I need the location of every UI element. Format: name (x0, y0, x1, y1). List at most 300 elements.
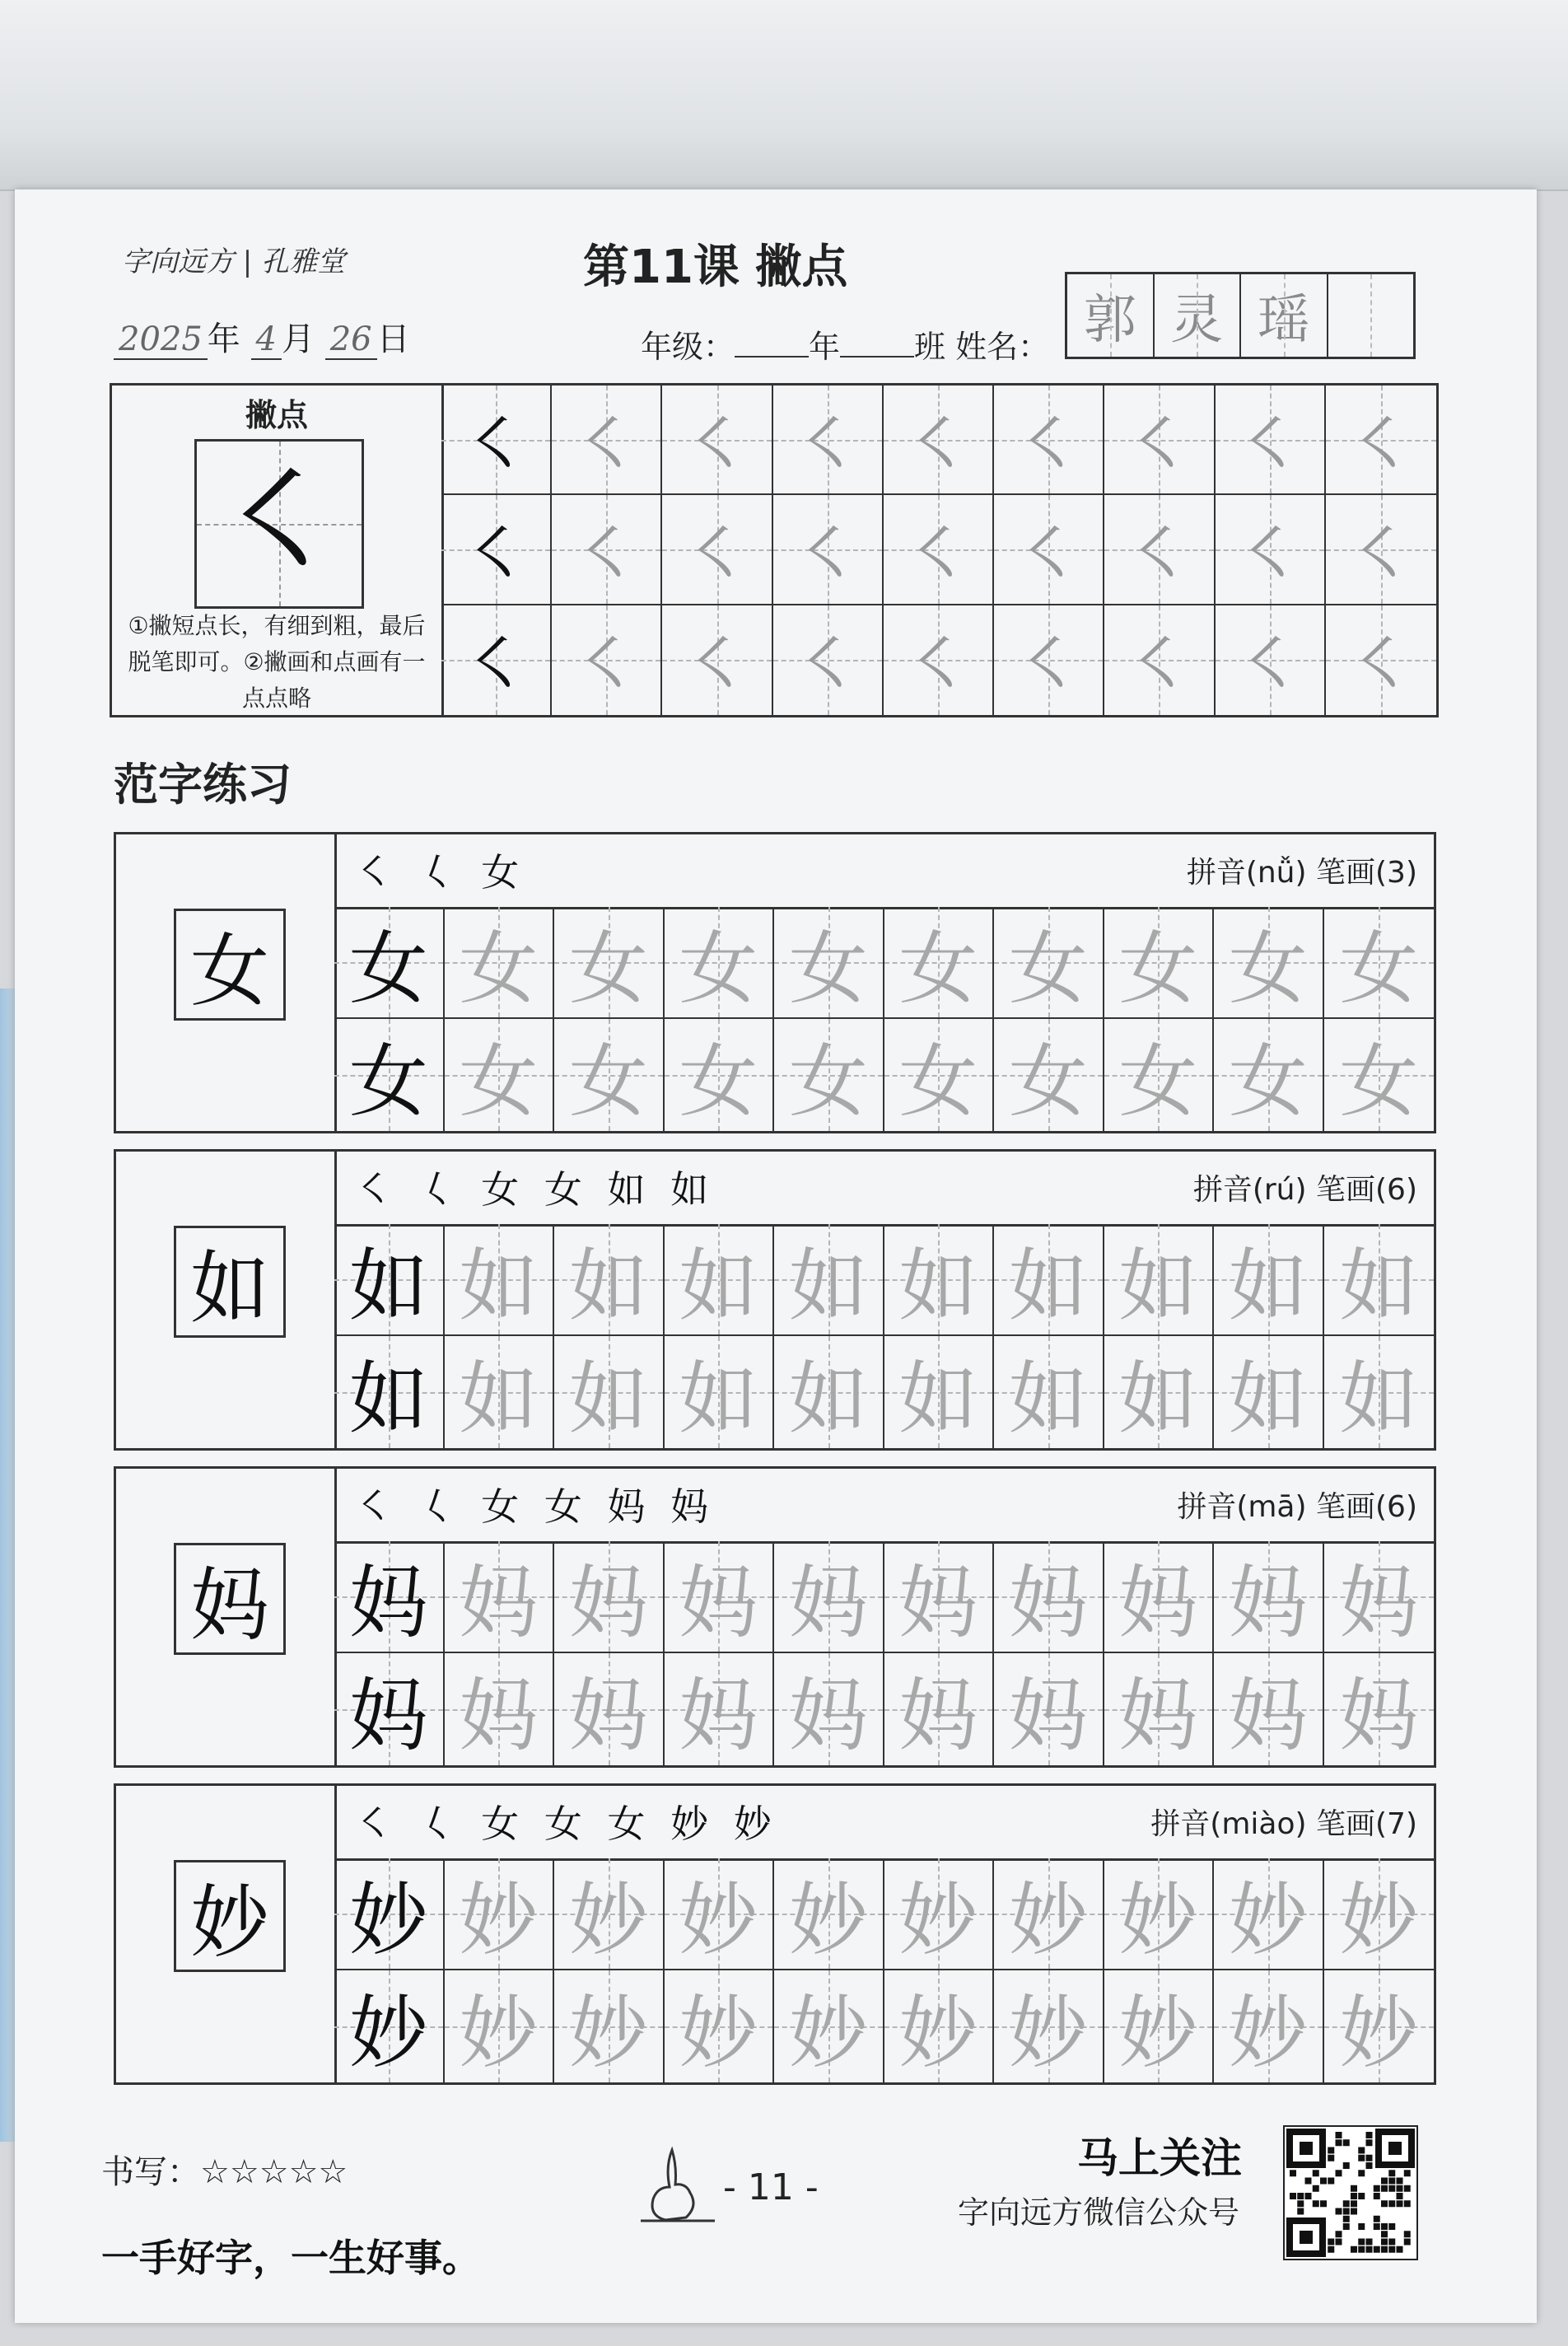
qr-module (1397, 2193, 1403, 2199)
qr-module (1366, 2162, 1373, 2169)
tracing-glyph: 女 (1228, 1035, 1308, 1128)
qr-module (1336, 2208, 1342, 2215)
stroke-practice-cell[interactable] (1104, 605, 1215, 715)
tracing-glyph: 女 (679, 1035, 758, 1128)
name-char: 郭 (1067, 274, 1155, 357)
grade-class-row (641, 321, 1049, 367)
tracing-grid (334, 1224, 1434, 1448)
date-month[interactable]: 4 (251, 320, 282, 360)
stroke-practice-cell[interactable] (552, 495, 662, 605)
tracing-glyph: 如 (459, 1352, 539, 1445)
tracing-cell[interactable] (554, 1019, 665, 1131)
qr-module (1336, 2239, 1342, 2246)
tracing-glyph: 如 (568, 1239, 648, 1332)
model-character: 如 (174, 1226, 286, 1338)
tracing-cell[interactable] (774, 1541, 884, 1653)
stroke-practice-cell[interactable] (662, 495, 772, 605)
tracing-cell[interactable] (665, 1858, 775, 1970)
qr-module (1397, 2185, 1403, 2192)
tracing-cell[interactable] (1324, 1653, 1435, 1765)
follow-heading: 马上关注 (1077, 2134, 1242, 2182)
tracing-cell[interactable] (994, 1541, 1104, 1653)
date-day[interactable]: 26 (325, 320, 377, 360)
qr-module (1381, 2231, 1388, 2237)
tracing-cell[interactable] (554, 1224, 665, 1336)
stroke-practice-cell[interactable] (552, 605, 662, 715)
tracing-cell[interactable] (665, 1653, 775, 1765)
qr-module (1343, 2216, 1350, 2222)
stroke-trace-glyph: ㇛ (1016, 629, 1081, 703)
stroke-practice-cell[interactable] (1216, 386, 1326, 495)
qr-module (1397, 2246, 1403, 2253)
date-row (114, 313, 410, 360)
tracing-cell[interactable] (1324, 1336, 1435, 1448)
tracing-cell[interactable] (554, 1653, 665, 1765)
qr-module (1328, 2239, 1334, 2246)
qr-module (1305, 2193, 1312, 2199)
tracing-cell[interactable] (445, 907, 555, 1019)
qr-module (1381, 2178, 1388, 2185)
tracing-cell[interactable] (665, 907, 775, 1019)
qr-module (1320, 2200, 1327, 2207)
tracing-cell[interactable] (1324, 1858, 1435, 1970)
tracing-glyph: 妈 (1008, 1669, 1088, 1762)
tracing-cell[interactable] (334, 1336, 445, 1448)
tracing-glyph: 妈 (1118, 1556, 1198, 1649)
tracing-glyph: 如 (898, 1352, 978, 1445)
tracing-cell[interactable] (1104, 1224, 1215, 1336)
tracing-cell[interactable] (554, 1541, 665, 1653)
stroke-count-label: 笔画(6) (1316, 1490, 1417, 1524)
qr-module (1358, 2246, 1365, 2253)
tracing-cell[interactable] (1324, 1541, 1435, 1653)
stroke-practice-cell[interactable] (1326, 386, 1436, 495)
qr-module (1297, 2200, 1304, 2207)
qr-module (1313, 2170, 1319, 2176)
tracing-glyph: 如 (1339, 1352, 1419, 1445)
tracing-glyph: 妈 (679, 1556, 758, 1649)
tracing-cell[interactable] (1324, 1224, 1435, 1336)
tracing-cell[interactable] (884, 1970, 995, 2082)
qr-module (1366, 2246, 1373, 2253)
stroke-count-label: 笔画(6) (1316, 1173, 1417, 1207)
stroke-order: ㇛ 𡿨 女 女 如 如 (355, 1167, 716, 1212)
tracing-glyph: 妙 (898, 1873, 978, 1966)
tracing-cell[interactable] (1104, 1653, 1215, 1765)
qr-module (1388, 2239, 1395, 2246)
tracing-cell[interactable] (994, 1019, 1104, 1131)
tracing-glyph: 妙 (679, 1873, 758, 1966)
qr-module (1297, 2208, 1304, 2215)
tracing-glyph: 妙 (348, 1873, 428, 1966)
qr-module (1374, 2223, 1380, 2230)
qr-module (1290, 2193, 1296, 2199)
tracing-glyph: 女 (788, 1035, 868, 1128)
tracing-cell[interactable] (1324, 1970, 1435, 2082)
tracing-glyph: 如 (788, 1239, 868, 1332)
stroke-trace-glyph: ㇛ (574, 517, 639, 592)
char-info (1193, 1166, 1417, 1208)
tracing-cell[interactable] (554, 1336, 665, 1448)
section-title: 范字练习 (114, 759, 292, 811)
model-character: 女 (174, 909, 286, 1021)
tracing-glyph: 女 (348, 922, 428, 1015)
tracing-glyph: 女 (1008, 1035, 1088, 1128)
tracing-grid (334, 1541, 1434, 1765)
qr-module (1305, 2178, 1312, 2185)
tracing-cell[interactable] (994, 1653, 1104, 1765)
stroke-trace-glyph: ㇛ (684, 517, 749, 592)
qr-module (1351, 2185, 1357, 2192)
tracing-glyph: 如 (788, 1352, 868, 1445)
stroke-trace-glyph: ㇛ (795, 408, 860, 483)
stroke-practice-box (110, 383, 1439, 717)
qr-module (1404, 2239, 1411, 2246)
model-character: 妙 (174, 1860, 286, 1972)
motto: 一手好字，一生好事。 (101, 2236, 480, 2280)
stroke-demo-box (194, 439, 364, 609)
qr-module (1374, 2193, 1380, 2199)
tracing-glyph: 妈 (459, 1669, 539, 1762)
char-info (1150, 1801, 1417, 1843)
tracing-cell[interactable] (1104, 907, 1215, 1019)
stroke-trace-glyph: ㇛ (464, 629, 529, 703)
grade-label: 年级： (641, 329, 735, 365)
tracing-cell[interactable] (774, 1336, 884, 1448)
tracing-cell[interactable] (334, 1858, 445, 1970)
qr-module (1381, 2239, 1388, 2246)
stroke-trace-glyph: ㇛ (795, 629, 860, 703)
tracing-glyph: 如 (568, 1352, 648, 1445)
qr-module (1366, 2239, 1373, 2246)
tracing-cell[interactable] (1214, 1336, 1324, 1448)
stroke-trace-glyph: ㇛ (905, 517, 970, 592)
stroke-order: ㇛ 𡿨 女 女 妈 妈 (355, 1484, 716, 1529)
tracing-glyph: 妙 (568, 1873, 648, 1966)
stroke-practice-cell[interactable] (1326, 605, 1436, 715)
tracing-glyph: 女 (459, 1035, 539, 1128)
qr-module (1404, 2170, 1411, 2176)
tracing-cell[interactable] (445, 1336, 555, 1448)
tracing-cell[interactable] (994, 907, 1104, 1019)
date-day-unit: 日 (376, 320, 410, 358)
tracing-cell[interactable] (1214, 1970, 1324, 2082)
stroke-practice-cell[interactable] (441, 495, 552, 605)
qr-module (1336, 2132, 1342, 2138)
tracing-cell[interactable] (994, 1336, 1104, 1448)
tracing-glyph: 妈 (898, 1556, 978, 1649)
tracing-cell[interactable] (554, 1858, 665, 1970)
tracing-cell[interactable] (665, 1336, 775, 1448)
tracing-glyph: 女 (459, 922, 539, 1015)
tracing-cell[interactable] (884, 1653, 995, 1765)
stroke-trace-glyph: ㇛ (574, 408, 639, 483)
tracing-glyph: 女 (898, 922, 978, 1015)
date-year[interactable]: 2025 (114, 320, 208, 360)
tracing-cell[interactable] (1104, 1858, 1215, 1970)
qr-module (1381, 2223, 1388, 2230)
tracing-cell[interactable] (1324, 907, 1435, 1019)
practice-block-3 (114, 1783, 1436, 2085)
tracing-glyph: 女 (1339, 1035, 1419, 1128)
tracing-glyph: 如 (459, 1239, 539, 1332)
tracing-cell[interactable] (994, 1970, 1104, 2082)
tracing-glyph: 妙 (1008, 1986, 1088, 2079)
qr-module (1366, 2139, 1373, 2146)
stroke-trace-glyph: ㇛ (1237, 629, 1302, 703)
tracing-cell[interactable] (774, 1653, 884, 1765)
qr-module (1381, 2246, 1388, 2253)
tracing-glyph: 妙 (1228, 1986, 1308, 2079)
stroke-trace-glyph: ㇛ (905, 408, 970, 483)
stroke-practice-cell[interactable] (884, 495, 994, 605)
tracing-glyph: 妙 (1339, 1873, 1419, 1966)
tracing-glyph: 女 (568, 1035, 648, 1128)
qr-module (1313, 2200, 1319, 2207)
tracing-cell[interactable] (334, 907, 445, 1019)
tracing-cell[interactable] (884, 907, 995, 1019)
tracing-cell[interactable] (665, 1224, 775, 1336)
tracing-cell[interactable] (334, 1019, 445, 1131)
tracing-glyph: 妙 (1118, 1986, 1198, 2079)
stroke-practice-cell[interactable] (441, 386, 552, 495)
qr-module (1374, 2185, 1380, 2192)
tracing-glyph: 妙 (1118, 1873, 1198, 1966)
stroke-practice-cell[interactable] (994, 605, 1104, 715)
qr-module (1358, 2170, 1365, 2176)
qr-module (1404, 2185, 1411, 2192)
tracing-cell[interactable] (445, 1858, 555, 1970)
qr-code[interactable] (1283, 2125, 1418, 2260)
tracing-glyph: 如 (1228, 1352, 1308, 1445)
tracing-glyph: 女 (1339, 922, 1419, 1015)
tracing-cell[interactable] (774, 1224, 884, 1336)
qr-module (1358, 2193, 1365, 2199)
qr-module (1381, 2200, 1388, 2207)
tracing-glyph: 妈 (1228, 1669, 1308, 1762)
tracing-cell[interactable] (445, 1019, 555, 1131)
tracing-glyph: 女 (1228, 922, 1308, 1015)
stroke-trace-glyph: ㇛ (1127, 517, 1192, 592)
tracing-cell[interactable] (445, 1224, 555, 1336)
stroke-practice-cell[interactable] (1326, 495, 1436, 605)
stroke-reference (112, 386, 444, 715)
tracing-cell[interactable] (334, 1653, 445, 1765)
tracing-glyph: 妈 (1008, 1556, 1088, 1649)
tracing-glyph: 妙 (788, 1873, 868, 1966)
pinyin-label: 拼音(nǚ) (1186, 856, 1307, 890)
qr-module (1404, 2200, 1411, 2207)
stroke-practice-cell[interactable] (994, 495, 1104, 605)
tracing-cell[interactable] (334, 1224, 445, 1336)
qr-module (1351, 2208, 1357, 2215)
stroke-practice-cell[interactable] (773, 386, 884, 495)
qr-module (1358, 2239, 1365, 2246)
class-field[interactable] (840, 356, 914, 358)
worksheet (15, 189, 1537, 2323)
tracing-glyph: 妙 (1228, 1873, 1308, 1966)
qr-module (1351, 2200, 1357, 2207)
tracing-glyph: 如 (348, 1352, 428, 1445)
stroke-practice-cell[interactable] (441, 605, 552, 715)
stroke-trace-glyph: ㇛ (1348, 517, 1413, 592)
name-field[interactable] (1065, 272, 1416, 359)
tracing-glyph: 女 (898, 1035, 978, 1128)
stroke-practice-cell[interactable] (884, 605, 994, 715)
tracing-glyph: 如 (1228, 1239, 1308, 1332)
tracing-cell[interactable] (884, 1224, 995, 1336)
stroke-demo-glyph: ㇛ (217, 452, 341, 596)
tracing-grid (334, 907, 1434, 1131)
name-char: 灵 (1155, 274, 1242, 357)
name-char (1328, 274, 1414, 357)
tracing-cell[interactable] (884, 1336, 995, 1448)
tracing-cell[interactable] (884, 1858, 995, 1970)
tracing-cell[interactable] (884, 1541, 995, 1653)
tracing-cell[interactable] (445, 1653, 555, 1765)
tracing-cell[interactable] (1324, 1019, 1435, 1131)
stroke-trace-glyph: ㇛ (795, 517, 860, 592)
tracing-cell[interactable] (445, 1970, 555, 2082)
qr-module (1290, 2170, 1296, 2176)
stroke-name: 撇点 (245, 397, 308, 433)
tracing-cell[interactable] (554, 907, 665, 1019)
qr-module (1404, 2231, 1411, 2237)
name-char: 瑶 (1241, 274, 1328, 357)
stroke-trace-glyph: ㇛ (574, 629, 639, 703)
tracing-cell[interactable] (774, 1019, 884, 1131)
tracing-glyph: 如 (1008, 1239, 1088, 1332)
tracing-glyph: 妈 (568, 1556, 648, 1649)
tracing-cell[interactable] (774, 1970, 884, 2082)
tracing-cell[interactable] (1214, 1224, 1324, 1336)
qr-module (1336, 2139, 1342, 2146)
tracing-cell[interactable] (334, 1970, 445, 2082)
qr-module (1313, 2185, 1319, 2192)
tracing-cell[interactable] (445, 1541, 555, 1653)
qr-module (1366, 2155, 1373, 2161)
qr-module (1351, 2193, 1357, 2199)
qr-module (1397, 2178, 1403, 2185)
qr-module (1328, 2178, 1334, 2185)
qr-module (1336, 2231, 1342, 2237)
tracing-cell[interactable] (1104, 1336, 1215, 1448)
tracing-glyph: 如 (1008, 1352, 1088, 1445)
tracing-cell[interactable] (554, 1970, 665, 2082)
tracing-glyph: 妈 (348, 1669, 428, 1762)
tracing-glyph: 妈 (1228, 1556, 1308, 1649)
qr-module (1388, 2223, 1395, 2230)
stroke-trace-glyph: ㇛ (684, 408, 749, 483)
tracing-cell[interactable] (1214, 1653, 1324, 1765)
tracing-glyph: 女 (348, 1035, 428, 1128)
practice-block-0 (114, 832, 1436, 1133)
tracing-glyph: 妙 (568, 1986, 648, 2079)
stroke-practice-cell[interactable] (1216, 605, 1326, 715)
stroke-count-label: 笔画(3) (1316, 856, 1417, 890)
class-label: 班 (914, 329, 946, 365)
tracing-glyph: 妙 (348, 1986, 428, 2079)
tracing-glyph: 如 (1118, 1352, 1198, 1445)
tracing-glyph: 如 (898, 1239, 978, 1332)
tracing-glyph: 女 (568, 922, 648, 1015)
qr-module (1388, 2185, 1395, 2192)
grade-unit: 年 (809, 329, 841, 365)
tracing-glyph: 女 (679, 922, 758, 1015)
qr-module (1374, 2246, 1380, 2253)
tracing-glyph: 如 (679, 1352, 758, 1445)
stroke-practice-cell[interactable] (884, 386, 994, 495)
stroke-order: ㇛ 𡿨 女 (355, 850, 526, 895)
tracing-cell[interactable] (1214, 1858, 1324, 1970)
stroke-practice-cell[interactable] (1216, 495, 1326, 605)
char-info (1187, 849, 1417, 891)
tracing-cell[interactable] (1104, 1019, 1215, 1131)
practice-block-2 (114, 1466, 1436, 1768)
tracing-glyph: 妙 (1008, 1873, 1088, 1966)
tracing-glyph: 女 (1008, 922, 1088, 1015)
stroke-practice-cell[interactable] (994, 386, 1104, 495)
grade-field[interactable] (735, 356, 809, 358)
stroke-practice-cell[interactable] (773, 605, 884, 715)
tracing-glyph: 如 (1118, 1239, 1198, 1332)
tracing-glyph: 妈 (348, 1556, 428, 1649)
tracing-cell[interactable] (884, 1019, 995, 1131)
tracing-cell[interactable] (1214, 1541, 1324, 1653)
stroke-practice-cell[interactable] (552, 386, 662, 495)
tracing-cell[interactable] (994, 1224, 1104, 1336)
tracing-glyph: 妈 (1339, 1669, 1419, 1762)
tracing-cell[interactable] (665, 1541, 775, 1653)
stroke-tip: ①撇短点长，有细到粗，最后脱笔即可。②撇画和点画有一点点略 (128, 612, 426, 712)
tracing-cell[interactable] (665, 1970, 775, 2082)
tracing-glyph: 妙 (459, 1986, 539, 2079)
stroke-practice-cell[interactable] (773, 495, 884, 605)
tracing-cell[interactable] (994, 1858, 1104, 1970)
tracing-glyph: 妙 (898, 1986, 978, 2079)
stroke-practice-cell[interactable] (1104, 495, 1215, 605)
tracing-glyph: 妈 (568, 1669, 648, 1762)
tracing-glyph: 妙 (679, 1986, 758, 2079)
qr-module (1388, 2178, 1395, 2185)
qr-module (1328, 2155, 1334, 2161)
qr-module (1366, 2132, 1373, 2138)
tracing-glyph: 女 (788, 922, 868, 1015)
tracing-cell[interactable] (774, 1858, 884, 1970)
previous-page-flap (0, 0, 1568, 191)
tracing-cell[interactable] (665, 1019, 775, 1131)
tracing-glyph: 妙 (1339, 1986, 1419, 2079)
stroke-trace-glyph: ㇛ (684, 629, 749, 703)
tracing-cell[interactable] (1104, 1541, 1215, 1653)
tracing-cell[interactable] (1104, 1970, 1215, 2082)
tracing-cell[interactable] (774, 907, 884, 1019)
stroke-trace-glyph: ㇛ (1348, 408, 1413, 483)
tracing-glyph: 妈 (679, 1669, 758, 1762)
tracing-cell[interactable] (1214, 1019, 1324, 1131)
qr-module (1343, 2162, 1350, 2169)
brand-logo: 字向远方 | 孔雅堂 (122, 245, 346, 278)
tracing-cell[interactable] (334, 1541, 445, 1653)
stroke-trace-glyph: ㇛ (1237, 408, 1302, 483)
stroke-practice-cell[interactable] (1104, 386, 1215, 495)
tracing-cell[interactable] (1214, 907, 1324, 1019)
stroke-practice-cell[interactable] (662, 605, 772, 715)
stroke-practice-cell[interactable] (662, 386, 772, 495)
qr-module (1351, 2246, 1357, 2253)
follow-subtitle: 字向远方微信公众号 (958, 2194, 1240, 2231)
tracing-glyph: 女 (1118, 922, 1198, 1015)
